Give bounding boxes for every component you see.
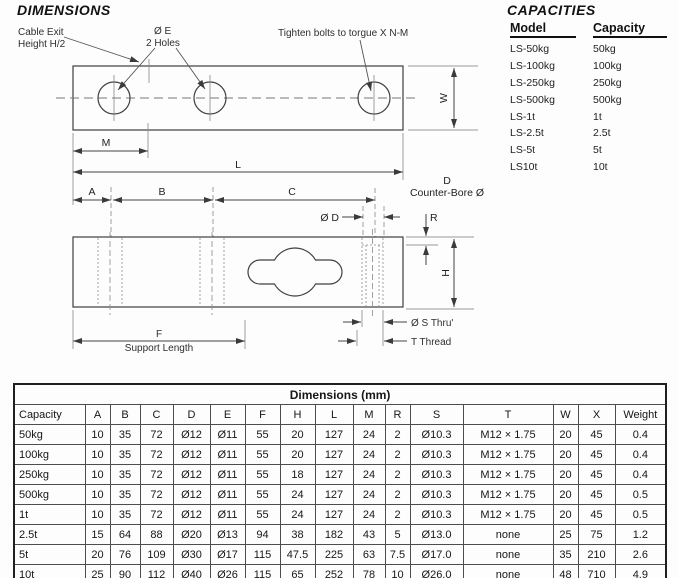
spec-col-header-d: D xyxy=(173,405,210,425)
spec-cell: 72 xyxy=(140,425,173,445)
spec-cell: 127 xyxy=(315,425,353,445)
capacity-model: LS-2.5t xyxy=(510,127,544,140)
spec-cell: 35 xyxy=(553,545,578,565)
spec-cell: 76 xyxy=(110,545,140,565)
dim-label-w: W xyxy=(438,93,450,103)
spec-col-header-a: A xyxy=(85,405,110,425)
spec-cell: 24 xyxy=(280,485,315,505)
spec-col-header-r: R xyxy=(385,405,410,425)
bottom-dim-labels xyxy=(125,318,454,354)
hole-dia-leader-2 xyxy=(176,48,205,89)
spec-cell: 45 xyxy=(578,425,615,445)
spec-cell: 2 xyxy=(385,505,410,525)
capacity-value: 1t xyxy=(593,110,602,123)
spec-cell: 24 xyxy=(353,465,385,485)
hidden-lines xyxy=(98,229,383,317)
spec-cell: Ø10.3 xyxy=(410,465,463,485)
spec-cell: 2.6 xyxy=(615,545,666,565)
spec-cell: 2 xyxy=(385,445,410,465)
spec-col-header-weight: Weight xyxy=(615,405,666,425)
spec-col-header-l: L xyxy=(315,405,353,425)
spec-cell: 10 xyxy=(85,425,110,445)
spec-cell: 10 xyxy=(85,505,110,525)
spec-table-section xyxy=(13,383,667,578)
spec-cell: 48 xyxy=(553,565,578,578)
spec-cell-capacity: 5t xyxy=(14,545,85,565)
capacity-model: LS-250kg xyxy=(510,76,555,89)
spec-cell-capacity: 1t xyxy=(14,505,85,525)
spec-cell: 88 xyxy=(140,525,173,545)
dim-label-r: R xyxy=(430,212,438,224)
spec-col-header-capacity: Capacity xyxy=(14,405,85,425)
spec-table-body xyxy=(14,425,666,578)
spec-cell: 25 xyxy=(85,565,110,578)
spec-cell: Ø26 xyxy=(210,565,245,578)
spec-cell: 210 xyxy=(578,545,615,565)
spec-cell: Ø12 xyxy=(173,425,210,445)
cable-exit-label: Cable Exit xyxy=(18,27,64,38)
spec-cell: M12 × 1.75 xyxy=(463,505,553,525)
capacity-row xyxy=(510,109,622,126)
spec-cell: 20 xyxy=(553,505,578,525)
support-length-label: Support Length xyxy=(124,343,194,354)
table-row xyxy=(14,545,666,565)
capacities-header xyxy=(510,21,667,38)
t-thread-label: T Thread xyxy=(411,337,452,348)
spec-cell: 20 xyxy=(553,485,578,505)
spec-cell: 24 xyxy=(353,485,385,505)
spec-cell: 72 xyxy=(140,465,173,485)
spec-cell: 115 xyxy=(245,565,280,578)
spec-cell: none xyxy=(463,565,553,578)
cable-exit-leader xyxy=(64,37,139,62)
capacity-model: LS-100kg xyxy=(510,59,555,72)
capacity-value: 500kg xyxy=(593,93,622,106)
spec-cell: 225 xyxy=(315,545,353,565)
spec-cell: Ø12 xyxy=(173,465,210,485)
spec-cell: Ø11 xyxy=(210,425,245,445)
spec-table-title: Dimensions (mm) xyxy=(14,384,666,405)
spec-cell: 20 xyxy=(553,465,578,485)
spec-cell: 24 xyxy=(353,425,385,445)
capacity-row xyxy=(510,92,622,109)
torque-note: Tighten bolts to torgue X N-M xyxy=(278,28,409,39)
spec-cell: 24 xyxy=(280,505,315,525)
spec-cell: Ø12 xyxy=(173,485,210,505)
spec-cell: Ø10.3 xyxy=(410,505,463,525)
spec-cell: 2 xyxy=(385,465,410,485)
spec-cell: Ø11 xyxy=(210,485,245,505)
dim-label-a: A xyxy=(88,186,96,198)
spec-cell: 0.4 xyxy=(615,425,666,445)
spec-cell: M12 × 1.75 xyxy=(463,465,553,485)
spec-col-header-t: T xyxy=(463,405,553,425)
dim-label-c: C xyxy=(288,186,296,198)
spec-cell: Ø26.0 xyxy=(410,565,463,578)
hole-dia-leader-1 xyxy=(118,48,155,90)
spec-cell: 35 xyxy=(110,485,140,505)
spec-cell: 2 xyxy=(385,485,410,505)
spec-col-header-m: M xyxy=(353,405,385,425)
spec-cell: 1.2 xyxy=(615,525,666,545)
spec-cell: 0.4 xyxy=(615,465,666,485)
technical-drawing xyxy=(0,0,500,383)
capacities-col-model: Model xyxy=(510,21,576,38)
spec-cell: 45 xyxy=(578,485,615,505)
spec-cell: Ø12 xyxy=(173,505,210,525)
spec-cell: M12 × 1.75 xyxy=(463,445,553,465)
spec-cell: 72 xyxy=(140,505,173,525)
capacity-model: LS-5t xyxy=(510,144,536,157)
capacity-value: 5t xyxy=(593,144,602,157)
capacity-value: 250kg xyxy=(593,76,622,89)
s-thru-label: Ø S Thru' xyxy=(411,318,454,329)
spec-cell: Ø30 xyxy=(173,545,210,565)
spec-cell: 10 xyxy=(85,445,110,465)
spec-cell: 35 xyxy=(110,465,140,485)
table-row xyxy=(14,445,666,465)
spec-cell: 182 xyxy=(315,525,353,545)
spec-cell: 94 xyxy=(245,525,280,545)
spec-cell: Ø11 xyxy=(210,505,245,525)
spec-cell-capacity: 250kg xyxy=(14,465,85,485)
spec-cell: 10 xyxy=(85,465,110,485)
spec-cell: 24 xyxy=(353,505,385,525)
table-row xyxy=(14,485,666,505)
capacity-row xyxy=(510,75,622,92)
dim-label-f: F xyxy=(155,329,163,340)
spec-cell: none xyxy=(463,525,553,545)
spec-cell: 115 xyxy=(245,545,280,565)
spec-cell-capacity: 10t xyxy=(14,565,85,578)
spec-col-header-c: C xyxy=(140,405,173,425)
spec-cell-capacity: 100kg xyxy=(14,445,85,465)
top-view xyxy=(56,59,420,130)
counter-bore-label: D xyxy=(443,175,451,187)
spec-cell: Ø10.3 xyxy=(410,445,463,465)
spec-cell: none xyxy=(463,545,553,565)
spec-cell: 5 xyxy=(385,525,410,545)
dim-label-h: H xyxy=(440,269,452,277)
spec-header-row xyxy=(14,405,666,425)
spec-cell: Ø11 xyxy=(210,465,245,485)
spec-cell-capacity: 500kg xyxy=(14,485,85,505)
spec-cell: 55 xyxy=(245,505,280,525)
dim-label-l: L xyxy=(235,159,241,171)
flexure-cutout xyxy=(248,248,342,296)
capacity-row xyxy=(510,142,622,159)
spec-cell: 127 xyxy=(315,485,353,505)
spec-cell: 20 xyxy=(280,445,315,465)
bottom-dims-ext xyxy=(73,310,383,349)
spec-cell: 45 xyxy=(578,465,615,485)
dim-label-b: B xyxy=(158,186,166,198)
spec-cell: 20 xyxy=(553,425,578,445)
spec-cell: 127 xyxy=(315,445,353,465)
spec-cell: 72 xyxy=(140,485,173,505)
table-row xyxy=(14,425,666,445)
spec-cell: Ø40 xyxy=(173,565,210,578)
drawing-notes xyxy=(18,26,408,50)
spec-cell: 25 xyxy=(553,525,578,545)
spec-cell: 90 xyxy=(110,565,140,578)
spec-cell: 4.9 xyxy=(615,565,666,578)
spec-cell: Ø12 xyxy=(173,445,210,465)
spec-col-header-s: S xyxy=(410,405,463,425)
table-row xyxy=(14,565,666,578)
capacity-row xyxy=(510,41,622,58)
spec-col-header-e: E xyxy=(210,405,245,425)
spec-table xyxy=(13,383,667,578)
spec-cell: 45 xyxy=(578,505,615,525)
capacities-title: CAPACITIES xyxy=(507,2,596,18)
counter-bore-label2: Counter-Bore Ø xyxy=(409,187,485,199)
spec-cell: 38 xyxy=(280,525,315,545)
capacity-value: 100kg xyxy=(593,59,622,72)
spec-cell: M12 × 1.75 xyxy=(463,425,553,445)
spec-cell-capacity: 2.5t xyxy=(14,525,85,545)
spec-cell: 20 xyxy=(280,425,315,445)
spec-cell: 63 xyxy=(353,545,385,565)
spec-cell: 43 xyxy=(353,525,385,545)
spec-cell: 7.5 xyxy=(385,545,410,565)
capacity-row xyxy=(510,159,622,176)
capacity-model: LS10t xyxy=(510,161,538,174)
spec-cell: 64 xyxy=(110,525,140,545)
spec-cell: Ø13 xyxy=(210,525,245,545)
spec-cell: 20 xyxy=(553,445,578,465)
spec-cell: 0.5 xyxy=(615,485,666,505)
spec-cell: 55 xyxy=(245,445,280,465)
spec-col-header-h: H xyxy=(280,405,315,425)
spec-cell: 127 xyxy=(315,465,353,485)
spec-cell: 18 xyxy=(280,465,315,485)
spec-cell: 75 xyxy=(578,525,615,545)
capacity-row xyxy=(510,125,622,142)
hole-dia-label2: 2 Holes xyxy=(146,38,180,49)
spec-cell: M12 × 1.75 xyxy=(463,485,553,505)
dimensions-title: DIMENSIONS xyxy=(17,2,111,18)
spec-cell: 15 xyxy=(85,525,110,545)
spec-cell: Ø20 xyxy=(173,525,210,545)
spec-cell: Ø10.3 xyxy=(410,485,463,505)
spec-cell: 10 xyxy=(385,565,410,578)
capacity-model: LS-500kg xyxy=(510,93,555,106)
spec-cell: 0.5 xyxy=(615,505,666,525)
spec-cell: 710 xyxy=(578,565,615,578)
capacity-value: 2.5t xyxy=(593,127,611,140)
hole-dia-label: Ø E xyxy=(154,26,172,37)
spec-cell: Ø13.0 xyxy=(410,525,463,545)
spec-cell: 127 xyxy=(315,505,353,525)
spec-cell: 10 xyxy=(85,485,110,505)
dim-label-d-arrow: Ø D xyxy=(320,212,339,224)
spec-cell: Ø17.0 xyxy=(410,545,463,565)
spec-cell: 35 xyxy=(110,425,140,445)
spec-col-header-x: X xyxy=(578,405,615,425)
spec-cell: 47.5 xyxy=(280,545,315,565)
spec-cell: 2 xyxy=(385,425,410,445)
capacity-model: LS-1t xyxy=(510,110,536,123)
spec-cell: Ø10.3 xyxy=(410,425,463,445)
capacity-value: 10t xyxy=(593,161,608,174)
capacity-row xyxy=(510,58,622,75)
spec-cell: 55 xyxy=(245,485,280,505)
capacities-col-capacity: Capacity xyxy=(593,21,667,38)
spec-col-header-w: W xyxy=(553,405,578,425)
spec-cell: Ø11 xyxy=(210,445,245,465)
spec-cell-capacity: 50kg xyxy=(14,425,85,445)
spec-col-header-f: F xyxy=(245,405,280,425)
spec-cell: 65 xyxy=(280,565,315,578)
spec-cell: 72 xyxy=(140,445,173,465)
spec-cell: Ø17 xyxy=(210,545,245,565)
spec-cell: 45 xyxy=(578,445,615,465)
dim-label-m: M xyxy=(101,137,111,149)
spec-cell: 24 xyxy=(353,445,385,465)
table-row xyxy=(14,525,666,545)
spec-cell: 78 xyxy=(353,565,385,578)
table-row xyxy=(14,465,666,485)
capacities-list xyxy=(510,41,622,176)
spec-cell: 55 xyxy=(245,425,280,445)
spec-cell: 0.4 xyxy=(615,445,666,465)
capacity-value: 50kg xyxy=(593,43,616,55)
cable-exit-label2: Height H/2 xyxy=(18,39,66,50)
spec-cell: 55 xyxy=(245,465,280,485)
dimension-extension-lines xyxy=(73,123,403,237)
spec-cell: 20 xyxy=(85,545,110,565)
spec-cell: 112 xyxy=(140,565,173,578)
spec-cell: 252 xyxy=(315,565,353,578)
spec-col-header-b: B xyxy=(110,405,140,425)
spec-cell: 35 xyxy=(110,445,140,465)
table-row xyxy=(14,505,666,525)
spec-cell: 109 xyxy=(140,545,173,565)
side-view xyxy=(73,229,403,317)
spec-cell: 35 xyxy=(110,505,140,525)
capacity-model: LS-50kg xyxy=(510,43,550,55)
